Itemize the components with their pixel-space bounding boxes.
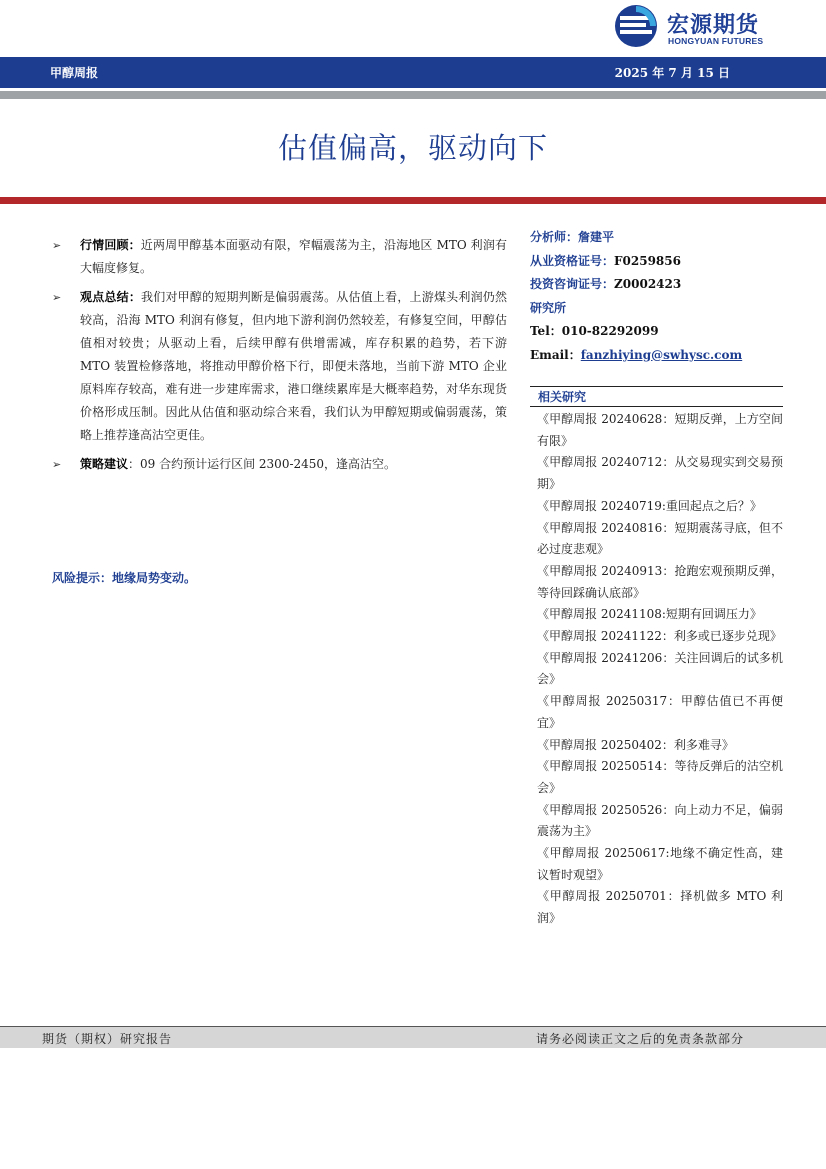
department-row (530, 297, 785, 321)
bullet-label: 观点总结： (80, 290, 142, 304)
related-research-heading: 相关研究 (530, 386, 783, 407)
analyst-info (530, 226, 785, 367)
related-research-item[interactable]: 《甲醇周报 20240628：短期反弹，上方空间有限》 (537, 412, 783, 448)
qualification-row (530, 250, 785, 274)
related-research-item[interactable]: 《甲醇周报 20241206：关注回调后的试多机会》 (537, 650, 783, 687)
bullet-summary (52, 286, 507, 447)
header-divider (0, 91, 826, 99)
arrow-bullet-icon: ➢ (52, 239, 62, 252)
analyst-name-row (530, 226, 785, 250)
bullet-text: ：09 合约预计运行区间 2300-2450，逢高沽空。 (128, 457, 397, 471)
qualification-label: 从业资格证号： (530, 253, 615, 268)
related-research-item[interactable]: 《甲醇周报 20250514：等待反弹后的沽空机会》 (537, 759, 783, 795)
related-research-item[interactable]: 《甲醇周报 20250402：利多难寻》 (537, 737, 734, 752)
related-research-item[interactable]: 《甲醇周报 20250526：向上动力不足，偏弱震荡为主》 (537, 802, 783, 839)
brand-logo (610, 4, 826, 52)
consulting-number: Z0002423 (614, 277, 682, 291)
footer-report-type: 期货（期权）研究报告 (42, 1032, 173, 1046)
qualification-number: F0259856 (614, 253, 681, 268)
email-label: Email： (530, 347, 581, 362)
header-bar (0, 57, 826, 88)
related-research-item[interactable]: 《甲醇周报 20250617:地缘不确定性高，建议暂时观望》 (537, 846, 783, 882)
brand-name-cn: 宏源期货 (667, 13, 760, 38)
brand-name-en: HONGYUAN FUTURES (668, 36, 764, 46)
department: 研究所 (530, 300, 567, 315)
analyst-name: 詹建平 (578, 230, 615, 244)
risk-warning: 风险提示：地缘局势变动。 (52, 571, 197, 585)
related-research-item[interactable]: 《甲醇周报 20240816：短期震荡寻底，但不必过度悲观》 (537, 520, 783, 557)
page-footer (0, 1026, 826, 1048)
related-research-item[interactable]: 《甲醇周报 20250317：甲醇估值已不再便宜》 (537, 694, 783, 730)
related-research-item[interactable]: 《甲醇周报 20240719:重回起点之后？》 (537, 498, 762, 513)
hongyuan-logo-icon (614, 4, 658, 48)
related-research-item[interactable]: 《甲醇周报 20250701：择机做多 MTO 利润》 (537, 889, 783, 926)
related-research-item[interactable]: 《甲醇周报 20241122：利多或已逐步兑现》 (537, 629, 782, 644)
bullet-strategy (52, 453, 507, 476)
arrow-bullet-icon: ➢ (52, 291, 62, 304)
tel-row (530, 320, 785, 344)
related-research-item[interactable]: 《甲醇周报 20240913：抢跑宏观预期反弹，等待回踩确认底部》 (537, 563, 783, 600)
footer-disclaimer: 请务必阅读正文之后的免责条款部分 (535, 1032, 744, 1046)
bullet-text: 近两周甲醇基本面驱动有限，窄幅震荡为主，沿海地区 MTO 利润有大幅度修复。 (80, 238, 507, 275)
email-link[interactable]: fanzhiying@swhysc.com (580, 347, 743, 362)
bullet-label: 行情回顾： (80, 238, 141, 252)
bullet-text: 我们对甲醇的短期判断是偏弱震荡。从估值上看，上游煤头利润仍然较高，沿海 MTO 利润有修复，但内地下游利润仍然较差，有修复空间，甲醇估值相对较贵；从驱动上看，后续甲醇有供增需减，库存积累的趋势，若下游 MTO 装置检修落地，将推动甲醇价格下行，即便未落地，当前下游 MTO 企业原料库存较高，难有进一步建库需求，港口继续累库是大概率趋势，对华东现货价格形成压制。因此从估值和驱动综合来看，我们认为甲醇短期或偏弱震荡，策略上推荐逢高沽空更佳。 (80, 290, 507, 442)
email-row (530, 344, 785, 368)
tel-number: 010-82292099 (561, 324, 659, 338)
consulting-label: 投资咨询证号： (530, 277, 615, 291)
main-content (52, 234, 507, 482)
tel-label: Tel： (530, 324, 562, 338)
consulting-row (530, 273, 785, 297)
report-date: 2025 年 7 月 15 日 (614, 66, 730, 80)
bullet-label: 策略建议 (80, 457, 129, 471)
related-research-item[interactable]: 《甲醇周报 20240712：从交易现实到交易预期》 (537, 455, 783, 492)
report-title: 估值偏高，驱动向下 (277, 131, 548, 165)
arrow-bullet-icon: ➢ (52, 458, 62, 471)
report-category: 甲醇周报 (50, 66, 99, 80)
related-research-item[interactable]: 《甲醇周报 20241108:短期有回调压力》 (537, 607, 762, 622)
title-divider (0, 197, 826, 204)
bullet-market-review (52, 234, 507, 280)
analyst-name-label: 分析师： (530, 230, 579, 244)
related-research-list (537, 409, 783, 930)
